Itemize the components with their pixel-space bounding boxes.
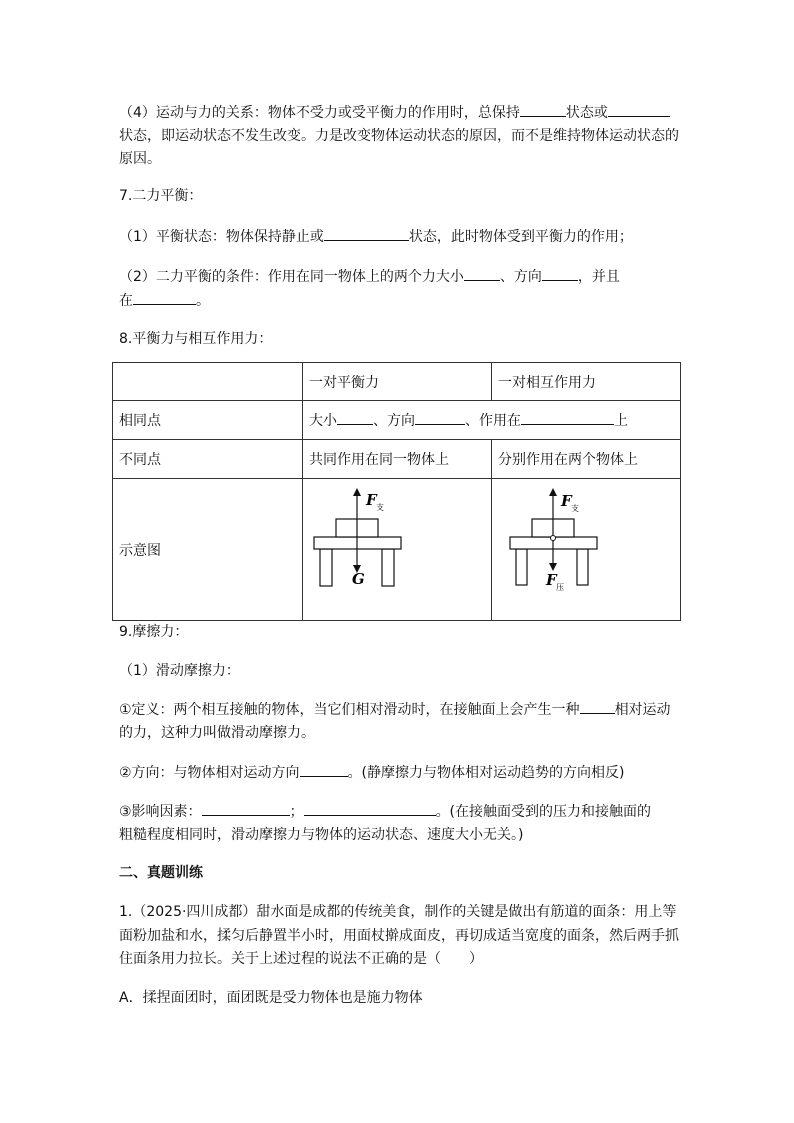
s7-q2-text-e: 。 <box>196 293 210 309</box>
p4-text-a: （4）运动与力的关系：物体不受力或受平衡力的作用时，总保持 <box>119 105 520 121</box>
s9-def-cont: 的力，这种力叫做滑动摩擦力。 <box>119 725 315 741</box>
same-text-b: 、方向 <box>373 413 416 429</box>
q1-line1: 1.（2025·四川成都）甜水面是成都的传统美食，制作的关键是做出有筋道的面条：用上等 <box>119 904 677 920</box>
support-force-sub: 支 <box>571 504 579 513</box>
diff-label: 不同点 <box>113 440 303 479</box>
s7-q2-text-a: （2）二力平衡的条件：作用在同一物体上的两个力大小 <box>119 269 464 285</box>
contact-point <box>551 536 556 541</box>
s9-fac-text-b: ； <box>289 804 304 820</box>
support-force-sub: 支 <box>376 503 385 512</box>
s7-q2-cont <box>119 290 210 311</box>
diff-balance: 共同作用在同一物体上 <box>303 440 492 479</box>
table-row-diff <box>113 440 681 479</box>
s7-q2 <box>119 266 620 287</box>
q1-option-a[interactable]: A．揉捏面团时，面团既是受力物体也是施力物体 <box>119 990 423 1006</box>
same-text-d: 上 <box>614 413 629 429</box>
s9-fac <box>119 801 651 822</box>
s9-dir <box>119 762 625 783</box>
blank-friction-direction[interactable] <box>300 762 348 777</box>
table-header-row <box>113 363 681 401</box>
s9-def-text-a: ①定义：两个相互接触的物体，当它们相对滑动时，在接触面上会产生一种 <box>119 702 580 718</box>
same-label: 相同点 <box>113 401 303 440</box>
p4-line2: 状态，即运动状态不发生改变。力是改变物体运动状态的原因，而不是维持物体运动状态的 <box>119 128 679 144</box>
table-leg-right <box>577 549 588 585</box>
section8-title: 8.平衡力与相互作用力： <box>119 331 273 347</box>
p4-text-b: 状态或 <box>565 105 608 121</box>
pressure-sub: 压 <box>556 583 564 592</box>
comparison-table <box>112 362 681 621</box>
blank-same-direction[interactable] <box>415 410 465 425</box>
s9-dir-text-a: ②方向：与物体相对运动方向 <box>119 765 300 781</box>
s7-q2-text-c: ，并且 <box>577 269 620 285</box>
s9-fac-text-a: ③影响因素： <box>119 804 202 820</box>
fig-mutual-cell <box>492 479 681 621</box>
table-leg-left <box>320 549 332 586</box>
section9-title: 9.摩擦力： <box>119 624 189 640</box>
s7-q1 <box>119 226 633 247</box>
blank-size[interactable] <box>464 266 500 281</box>
gravity-label: G <box>352 570 365 588</box>
support-force-label: F <box>561 492 572 510</box>
s9-dir-text-b: 。(静摩擦力与物体相对运动趋势的方向相反) <box>347 765 625 781</box>
blank-state-2[interactable] <box>608 102 670 117</box>
blank-line[interactable] <box>133 290 196 305</box>
balance-force-diagram <box>303 479 485 616</box>
q1-line2: 面粉加盐和水，揉匀后静置半小时，用面杖擀成面皮，再切成适当宽度的面条，然后两手抓 <box>119 928 679 944</box>
pressure-label: F <box>546 571 557 589</box>
header-balance: 一对平衡力 <box>303 363 492 401</box>
fig-balance-cell <box>303 479 492 621</box>
table-row-same <box>113 401 681 440</box>
s7-q1-text-a: （1）平衡状态：物体保持静止或 <box>119 229 324 245</box>
blank-direction[interactable] <box>542 266 578 281</box>
fig-label: 示意图 <box>113 479 303 621</box>
same-text-c: 、作用在 <box>465 413 522 429</box>
blank-same-size[interactable] <box>337 410 373 425</box>
blank-hinder[interactable] <box>580 699 615 714</box>
p4-line3: 原因。 <box>119 151 161 167</box>
table-leg-right <box>382 549 394 586</box>
s9-def-text-b: 相对运动 <box>614 702 671 718</box>
same-text-a: 大小 <box>309 413 338 429</box>
mutual-force-diagram <box>492 479 680 616</box>
section7-title: 7.二力平衡： <box>119 188 203 204</box>
s9-def <box>119 699 671 720</box>
table-row-figure <box>113 479 681 621</box>
blank-same-line[interactable] <box>521 410 614 425</box>
q1-line3: 住面条用力拉长。关于上述过程的说法不正确的是（ ） <box>119 951 483 967</box>
s7-q2-text-b: 、方向 <box>499 269 542 285</box>
blank-factor-1[interactable] <box>202 801 290 816</box>
blank-motion-state[interactable] <box>324 226 409 241</box>
s9-sub1: （1）滑动摩擦力： <box>119 663 240 679</box>
section2-title: 二、真题训练 <box>119 865 203 881</box>
p4-line1 <box>119 102 670 123</box>
support-force-label: F <box>366 491 377 509</box>
header-mutual: 一对相互作用力 <box>492 363 681 401</box>
blank-factor-2[interactable] <box>304 801 436 816</box>
s9-fac-text-c: 。(在接触面受到的压力和接触面的 <box>435 804 652 820</box>
table-leg-left <box>516 549 527 585</box>
blank-state-1[interactable] <box>520 102 566 117</box>
header-empty-cell <box>113 363 303 401</box>
diff-mutual: 分别作用在两个物体上 <box>492 440 681 479</box>
s7-q1-text-b: 状态，此时物体受到平衡力的作用； <box>408 229 633 245</box>
s7-q2-text-d: 在 <box>119 293 133 309</box>
s9-fac-cont: 粗糙程度相同时，滑动摩擦力与物体的运动状态、速度大小无关。) <box>119 827 524 843</box>
same-content <box>303 401 681 440</box>
